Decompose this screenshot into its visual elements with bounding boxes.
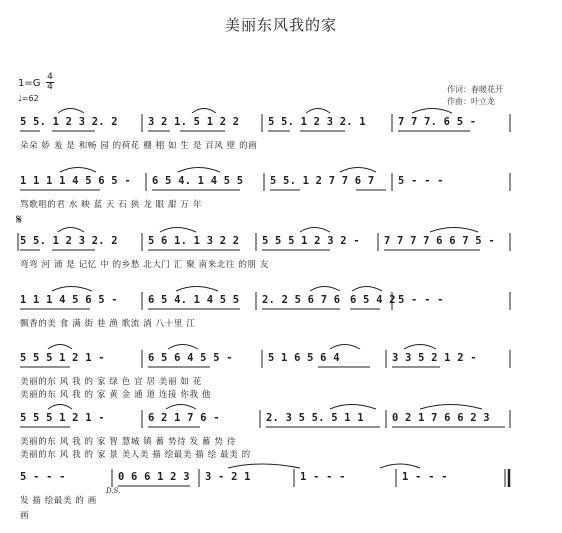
measure-3-3: 5 5 5 1 2 3 2 - [262,235,360,247]
measure-7-2: 0 6 6 1 2 3 [118,471,190,483]
slur [176,287,218,292]
lyrics-line-7b: 画 [20,511,30,521]
measure-3-2: 5 6 1. 1 3 2 2 [148,235,240,247]
measure-5-4: 3 3 5 2 1 2 - [392,352,477,364]
measure-5-2: 6 5 6 4 5 5 - [148,352,233,364]
slur [340,168,376,173]
measure-7-4: 1 - - - [300,471,346,483]
measure-7-3: 3 - 2 1 [205,471,251,483]
measure-6-4: 0 2 1 7 6 6 2 3 [392,412,490,424]
measure-7-5: 1 - - - [402,471,448,483]
measure-1-1: 5 5. 1 2 3 2. 2 [20,116,118,128]
lyrics-line-6b: 美丽的东 风 我 的 家 景 美人美 描 绘最美 描 绘 最美 的 [20,450,251,460]
measure-4-3: 2. 2 5 6 7 6 [262,294,341,306]
tempo-marking: ♩=62 [18,94,39,103]
measure-5-3: 5 1 6 5 6 4 [268,352,340,364]
measure-6-2: 6 2 1 7 6 - [148,412,220,424]
measure-1-4: 7 7 7. 6 5 - [398,116,477,128]
slur [306,109,330,114]
song-title: 美丽东风我的家 [224,16,337,34]
measure-6-1: 5 5 5 1 2 1 - [20,412,105,424]
measure-3-4: 7 7 7 7 6 6 7 5 - [384,235,495,247]
tie [228,464,300,468]
slur [330,405,376,410]
lyrics-line-6a: 美丽的东 风 我 的 家 智 慧城 镇 蓄 势待 发 蓄 势 待 [20,437,236,447]
slur [192,109,216,114]
slur [60,168,96,173]
lyrics-line-2: 骂歌咀的君 水 映 蓝 天 石 狭 龙 眼 甜 万 年 [20,200,202,210]
lyrics-line-5b: 美丽的东 风 我 的 家 黄 金 通 道 连接 你我 他 [20,390,212,400]
slur [166,405,196,410]
measure-1-3: 5 5. 1 2 3 2. 1 [268,116,366,128]
slur [310,287,340,292]
measure-4-5: 5 - - - [398,294,444,306]
time-signature-bottom: 4 [47,82,53,92]
key-signature: 1=G [18,78,41,89]
slur [404,345,436,350]
measure-1-2: 3 2 1. 5 1 2 2 [148,116,240,128]
measure-7-1: 5 - - - [20,471,66,483]
slur [420,405,482,410]
lyrics-line-4: 飘香的美 食 满 街 巷 渔 歌流 淌 八十里 江 [20,319,196,329]
slur [430,228,478,233]
measure-2-1: 1 1 1 1 4 5 6 5 - [20,175,131,187]
slur [168,345,198,350]
measure-3-1: 5 5. 1 2 3 2. 2 [20,235,118,247]
ds-marking: D.S. [106,487,121,495]
slur [48,405,72,410]
slur [52,287,92,292]
lyrics-line-5a: 美丽的东 风 我 的 家 绿 色 宜 居 美丽 如 花 [20,377,202,387]
slur [330,345,360,350]
measure-4-4: 6 5 4 2 [350,294,396,306]
time-signature-top: 4 [47,72,53,82]
slur [352,287,382,292]
lyrics-line-1: 朵朵 娇 羞 是 和畅 园 的荷花 棚 栩 如 生 是 百风 壁 的画 [20,141,258,151]
slur [58,109,84,114]
segno-sign: 𝄋 [16,212,23,228]
slur [300,228,330,233]
lyrics-line-7a: 发 描 绘最美 的 画 [20,496,97,506]
composer-credit: 作曲：叶立龙 [447,97,495,106]
slur [48,345,72,350]
measure-5-1: 5 5 5 1 2 1 - [20,352,105,364]
lyrics-line-3: 弯弯 河 涌 是 记忆 中 的乡愁 北大门 汇 聚 南来北往 的朋 友 [20,260,269,270]
measure-4-1: 1 1 1 4 5 6 5 - [20,294,118,306]
measure-2-3: 5 5. 1 2 7 7 6 7 [270,175,375,187]
slur [58,228,84,233]
slur [160,228,196,233]
lyricist-credit: 作词：春暖花开 [447,85,503,94]
slur [412,109,452,114]
measure-4-2: 6 5 4. 1 4 5 5 [148,294,240,306]
slur [178,168,220,173]
measure-2-4: 5 - - - [398,175,444,187]
measure-6-3: 2. 3 5 5. 5 1 1 [266,412,364,424]
measure-2-2: 6 5 4. 1 4 5 5 [152,175,244,187]
tie [380,464,420,468]
